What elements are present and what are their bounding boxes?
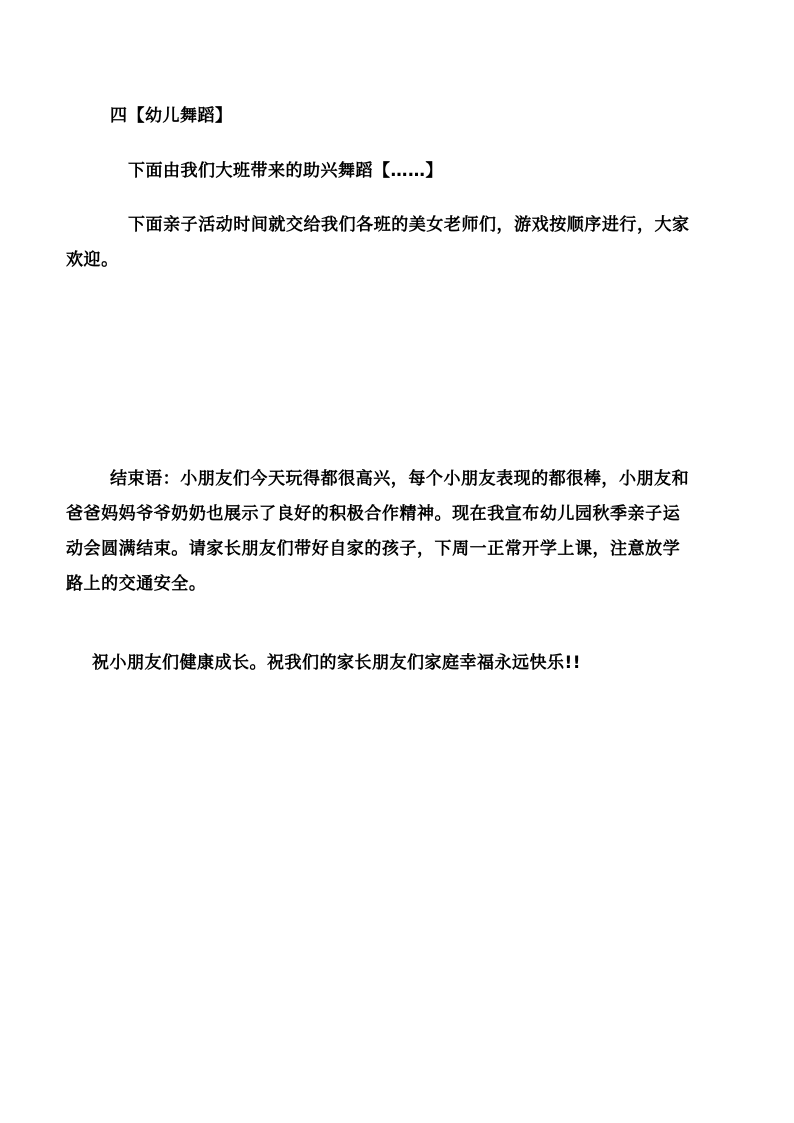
- activity-paragraph: [66, 208, 690, 278]
- closing-line-3: 动会圆满结束。请家长朋友们带好自家的孩子，下周一正常开学上课，注意放学: [66, 539, 681, 559]
- section-heading: 四【幼儿舞蹈】: [110, 106, 233, 126]
- dance-intro-text: 下面由我们大班带来的助兴舞蹈【……】: [128, 161, 443, 181]
- wishes-text: 祝小朋友们健康成长。祝我们的家长朋友们家庭幸福永远快乐!!: [92, 653, 582, 673]
- activity-line-2: 欢迎。: [66, 250, 119, 270]
- closing-paragraph: [66, 462, 689, 602]
- activity-line-1: 下面亲子活动时间就交给我们各班的美女老师们，游戏按顺序进行，大家: [128, 215, 690, 235]
- closing-line-1: 结束语：小朋友们今天玩得都很高兴，每个小朋友表现的都很棒，小朋友和: [110, 469, 690, 489]
- closing-line-4: 路上的交通安全。: [66, 574, 207, 594]
- closing-line-2: 爸爸妈妈爷爷奶奶也展示了良好的积极合作精神。现在我宣布幼儿园秋季亲子运: [66, 504, 681, 524]
